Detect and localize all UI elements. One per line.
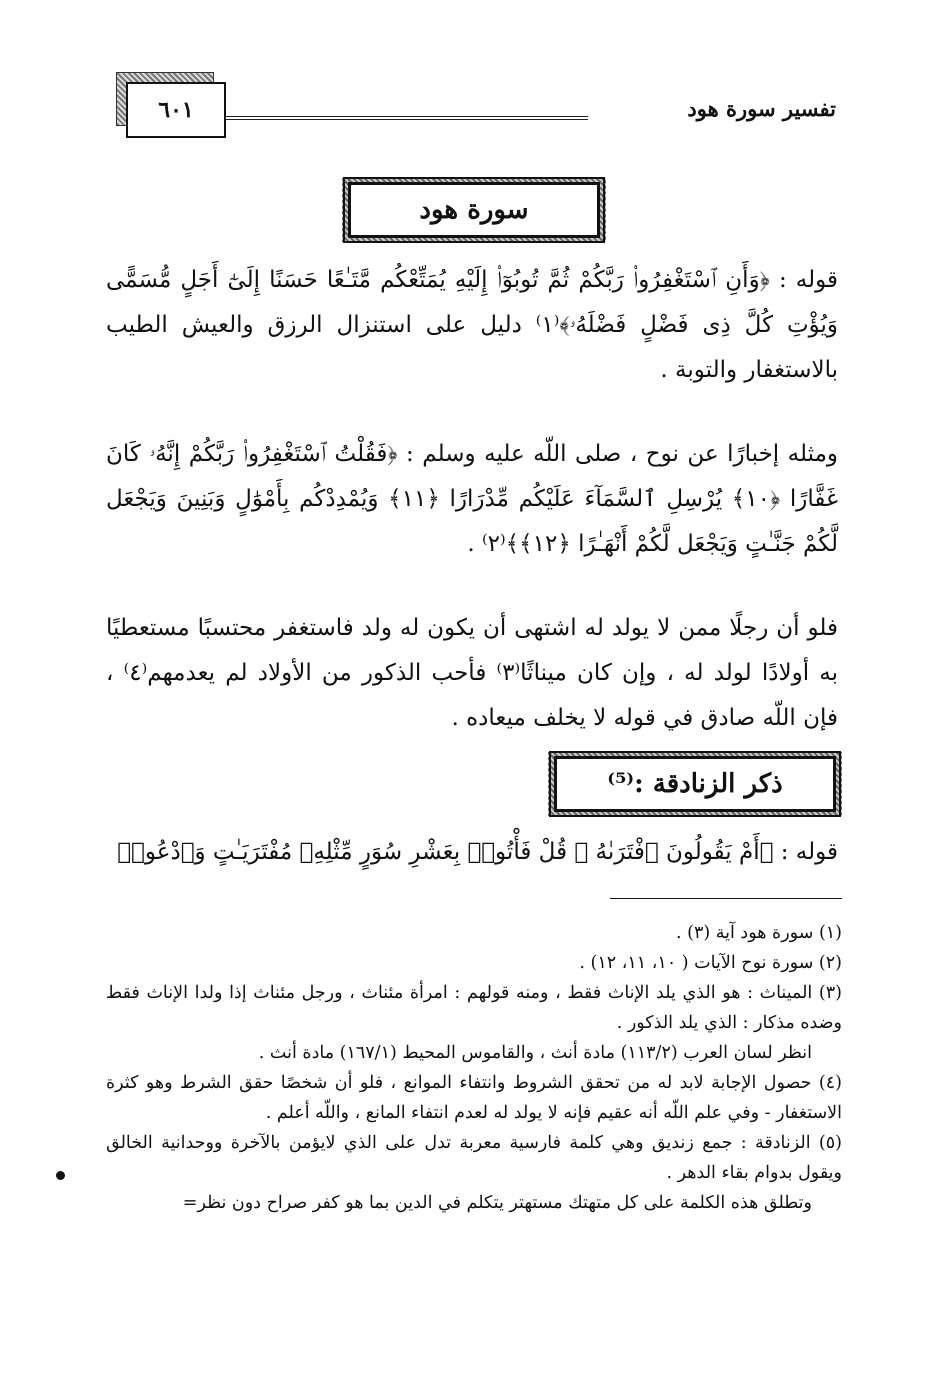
running-header-title: تفسير سورة هود xyxy=(687,96,836,121)
footnote-continuation: وتطلق هذه الكلمة على كل متهتك مستهتر يتكلم في الدين بما هو كفر صراح دون نظر= xyxy=(182,1193,812,1213)
section-title-zanadiqa: ذكر الزنادقة :⁽⁵⁾ xyxy=(554,756,836,812)
header-rule xyxy=(226,116,588,120)
footnote-separator xyxy=(610,898,842,899)
footnote: (٣) الميناث : هو الذي يلد الإناث فقط ، ومنه قولهم : امرأة مئناث ، ورجل مئناث إذا ولدا الإناث فقط وضده مذكار : الذي يلد الذكور . xyxy=(106,983,842,1033)
paragraph-2: ومثله إخبارًا عن نوح ، صلى اللّه عليه وسلم : ﴿فَقُلْتُ ٱسْتَغْفِرُوا۟ رَبَّكُمْ إِنَّهُۥ كَانَ غَفَّارًا ﴿١٠﴾ يُرْسِلِ ٱلسَّمَآءَ عَلَيْكُم مِّدْرَارًا ﴿١١﴾ وَيُمْدِدْكُم بِأَمْوَٰلٍ وَبَنِينَ وَيَجْعَل لَّكُمْ جَنَّـٰتٍ وَيَجْعَل لَّكُمْ أَنْهَـٰرًا ﴿١٢﴾﴾⁽٢⁾ . xyxy=(106,441,838,557)
footnote: (١) سورة هود آية (٣) . xyxy=(676,923,842,943)
margin-dot xyxy=(56,1171,65,1180)
paragraph-4: قوله : ﴿أَمْ يَقُولُونَ ٱفْتَرَىٰهُ ۖ قُلْ فَأْتُوا۟ بِعَشْرِ سُوَرٍ مِّثْلِهِۦ مُفْتَرَيَـٰتٍ وَٱدْعُوا۟ xyxy=(117,839,838,865)
footnote: (٢) سورة نوح الآيات ( ١٠، ١١، ١٢) . xyxy=(579,953,842,973)
footnote: (٤) حصول الإجابة لابد له من تحقق الشروط وانتفاء الموانع ، فلو أن شخصًا حقق الشرط وهو كثرة الاستغفار - وفي علم اللّه أنه عقيم فإنه لا يولد له لعدم انتفاء المانع ، واللّه أعلم . xyxy=(106,1073,842,1123)
footnote-continuation: انظر لسان العرب (١١٣/٢) مادة أنث ، والقاموس المحيط (١٦٧/١) مادة أنث . xyxy=(258,1043,812,1063)
paragraph-3: فلو أن رجلًا ممن لا يولد له اشتهى أن يكون له ولد فاستغفر محتسبًا مستعطيًا به أولادًا لولد له ، وإن كان ميناثًا⁽٣⁾ فأحب الذكور من الأولاد لم يعدمهم⁽٤⁾ ، فإن اللّه صادق في قوله لا يخلف ميعاده . xyxy=(106,615,839,731)
footnotes xyxy=(106,918,842,1218)
section-title-surah-hud: سورة هود xyxy=(348,182,600,238)
footnote: (٥) الزنادقة : جمع زنديق وهي كلمة فارسية معربة تدل على الذي لايؤمن بالآخرة ووحدانية الخالق ويقول بدوام بقاء الدهر . xyxy=(106,1133,842,1183)
paragraph-1: قوله : ﴿وَأَنِ ٱسْتَغْفِرُوا۟ رَبَّكُمْ ثُمَّ تُوبُوٓا۟ إِلَيْهِ يُمَتِّعْكُم مَّتَـٰعًا حَسَنًا إِلَىٰٓ أَجَلٍ مُّسَمًّى وَيُؤْتِ كُلَّ ذِى فَضْلٍ فَضْلَهُۥ﴾⁽١⁾ دليل على استنزال الرزق والعيش الطيب بالاستغفار والتوبة . xyxy=(106,267,838,383)
page-number: ٦٠١ xyxy=(126,82,226,138)
